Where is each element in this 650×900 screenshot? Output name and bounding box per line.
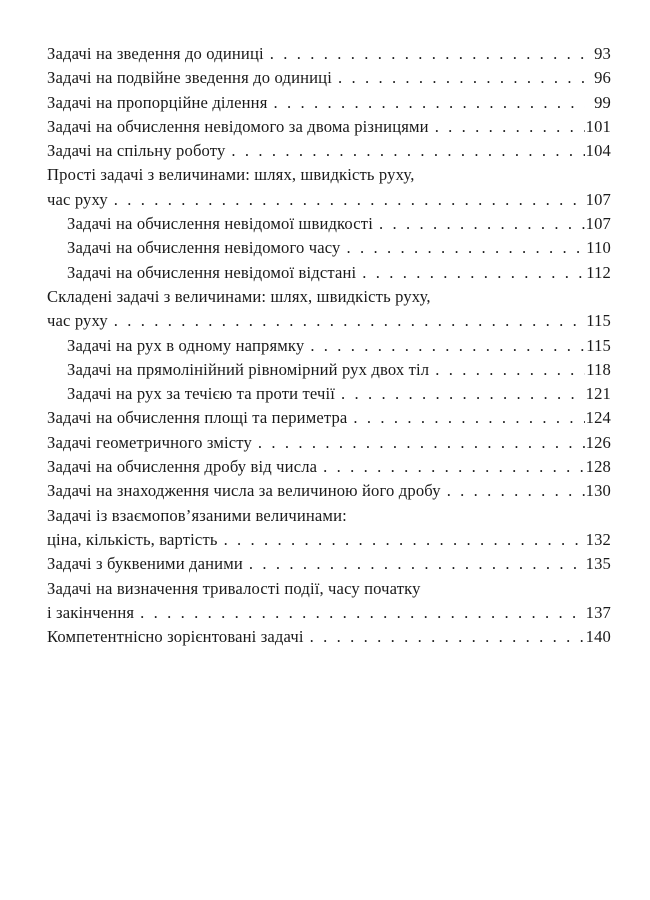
- toc-page-number: 93: [594, 44, 611, 63]
- toc-entry-title: Задачі на обчислення невідомої відстані: [67, 262, 357, 282]
- toc-line: [47, 261, 611, 285]
- toc-entry-title: Задачі на обчислення невідомої швидкості: [67, 214, 373, 234]
- toc-page-number: 124: [585, 408, 611, 428]
- toc-entry: [47, 139, 611, 163]
- toc-line: [47, 528, 611, 552]
- toc-entry: [47, 285, 611, 334]
- toc-line: [47, 285, 611, 309]
- dot-leader: [356, 261, 585, 285]
- toc-entry-title: Задачі на зведення до одиниці: [47, 44, 264, 63]
- toc-page-number: 132: [585, 529, 611, 549]
- toc-page-number: 137: [585, 602, 611, 622]
- toc-line: [47, 236, 611, 260]
- toc-page-number: 126: [585, 432, 611, 452]
- dot-leader: [429, 115, 585, 139]
- toc-line: [47, 212, 611, 236]
- toc-line: [47, 625, 611, 649]
- dot-leader: [429, 358, 585, 382]
- toc-entry-title: Прості задачі з величинами: шлях, швидкість руху,: [47, 165, 415, 185]
- toc-page-number: 96: [594, 68, 611, 88]
- dot-leader: [347, 406, 585, 430]
- toc-entry: [47, 115, 611, 139]
- toc-page-number: 112: [586, 262, 611, 282]
- toc-entry-title: Задачі на рух в одному напрямку: [67, 335, 305, 355]
- toc-page-number: 104: [585, 141, 611, 161]
- toc-line: [47, 382, 611, 406]
- toc-page-number: 107: [585, 214, 611, 234]
- toc-entry: [47, 479, 611, 503]
- toc-entry-title: Задачі на спільну роботу: [47, 141, 226, 161]
- toc-entry-title-continued: час руху: [47, 311, 108, 331]
- toc-subentry: [47, 261, 611, 285]
- toc-entry: [47, 66, 611, 90]
- dot-leader: [252, 431, 585, 455]
- toc-entry-title: Задачі на пропорційне ділення: [47, 92, 268, 112]
- toc-entry: [47, 42, 611, 66]
- toc-subentry: [47, 334, 611, 358]
- dot-leader: [218, 528, 585, 552]
- toc-entry-title: Задачі з буквеними даними: [47, 554, 243, 574]
- toc-entry: [47, 163, 611, 212]
- toc-page-number: 140: [585, 627, 611, 647]
- toc-line: [47, 115, 611, 139]
- toc-subentry: [47, 236, 611, 260]
- toc-line: [47, 42, 611, 66]
- toc-entry-title-continued: і закінчення: [47, 602, 135, 622]
- toc-subentry: [47, 382, 611, 406]
- toc-page-number: 110: [586, 238, 611, 258]
- toc-subentry: [47, 358, 611, 382]
- toc-entry-title: Задачі на рух за течією та проти течії: [67, 384, 336, 404]
- toc-entry: [47, 552, 611, 576]
- table-of-contents: [47, 42, 611, 649]
- toc-line: [47, 188, 611, 212]
- toc-entry-title: Задачі на знаходження числа за величиною його дробу: [47, 481, 441, 501]
- toc-line: [47, 479, 611, 503]
- dot-leader: [332, 66, 585, 90]
- toc-line: [47, 66, 611, 90]
- toc-line: [47, 163, 611, 187]
- dot-leader: [243, 552, 585, 576]
- dot-leader: [335, 382, 585, 406]
- dot-leader: [317, 455, 585, 479]
- toc-page-number: 115: [586, 335, 611, 355]
- dot-leader: [267, 91, 585, 115]
- dot-leader: [225, 139, 585, 163]
- toc-page-number: 107: [585, 189, 611, 209]
- toc-entry-title: Задачі на визначення тривалості події, часу початку: [47, 578, 421, 598]
- dot-leader: [134, 601, 585, 625]
- toc-entry: [47, 455, 611, 479]
- toc-line: [47, 431, 611, 455]
- dot-leader: [108, 188, 585, 212]
- toc-page-number: 118: [586, 359, 611, 379]
- toc-entry: [47, 91, 611, 115]
- toc-line: [47, 601, 611, 625]
- toc-line: [47, 91, 611, 115]
- toc-line: [47, 406, 611, 430]
- toc-entry: [47, 431, 611, 455]
- toc-entry-title: Задачі із взаємопов’язаними величинами:: [47, 505, 347, 525]
- toc-subentry: [47, 212, 611, 236]
- toc-entry-title: Задачі геометричного змісту: [47, 432, 252, 452]
- dot-leader: [441, 479, 585, 503]
- toc-entry-title: Задачі на обчислення площі та периметра: [47, 408, 348, 428]
- toc-page-number: 115: [586, 311, 611, 331]
- toc-entry-title: Задачі на прямолінійний рівномірний рух двох тіл: [67, 359, 430, 379]
- dot-leader: [304, 334, 585, 358]
- toc-line: [47, 455, 611, 479]
- toc-line: [47, 139, 611, 163]
- toc-entry: [47, 625, 611, 649]
- toc-entry-title: Задачі на обчислення дробу від числа: [47, 457, 318, 477]
- toc-entry: [47, 504, 611, 553]
- dot-leader: [341, 236, 585, 260]
- toc-line: [47, 504, 611, 528]
- dot-leader: [264, 42, 585, 66]
- dot-leader: [304, 625, 585, 649]
- toc-page-number: 101: [585, 116, 611, 136]
- toc-line: [47, 334, 611, 358]
- toc-line: [47, 358, 611, 382]
- toc-line: [47, 577, 611, 601]
- toc-page-number: 130: [585, 481, 611, 501]
- toc-page-number: 135: [585, 554, 611, 574]
- dot-leader: [373, 212, 585, 236]
- toc-entry: [47, 577, 611, 626]
- toc-entry: [47, 406, 611, 430]
- toc-entry-title: Задачі на обчислення невідомого за двома різницями: [47, 116, 429, 136]
- toc-entry-title: Компетентнісно зорієнтовані задачі: [47, 627, 304, 647]
- dot-leader: [108, 309, 585, 333]
- toc-entry-title-continued: ціна, кількість, вартість: [47, 529, 218, 549]
- toc-page-number: 128: [585, 457, 611, 477]
- toc-line: [47, 309, 611, 333]
- toc-entry-title: Складені задачі з величинами: шлях, швидкість руху,: [47, 286, 431, 306]
- toc-page-number: 121: [585, 384, 611, 404]
- toc-entry-title: Задачі на обчислення невідомого часу: [67, 238, 341, 258]
- toc-entry-title: Задачі на подвійне зведення до одиниці: [47, 68, 332, 88]
- toc-entry-title-continued: час руху: [47, 189, 108, 209]
- toc-page-number: 99: [594, 92, 611, 112]
- toc-line: [47, 552, 611, 576]
